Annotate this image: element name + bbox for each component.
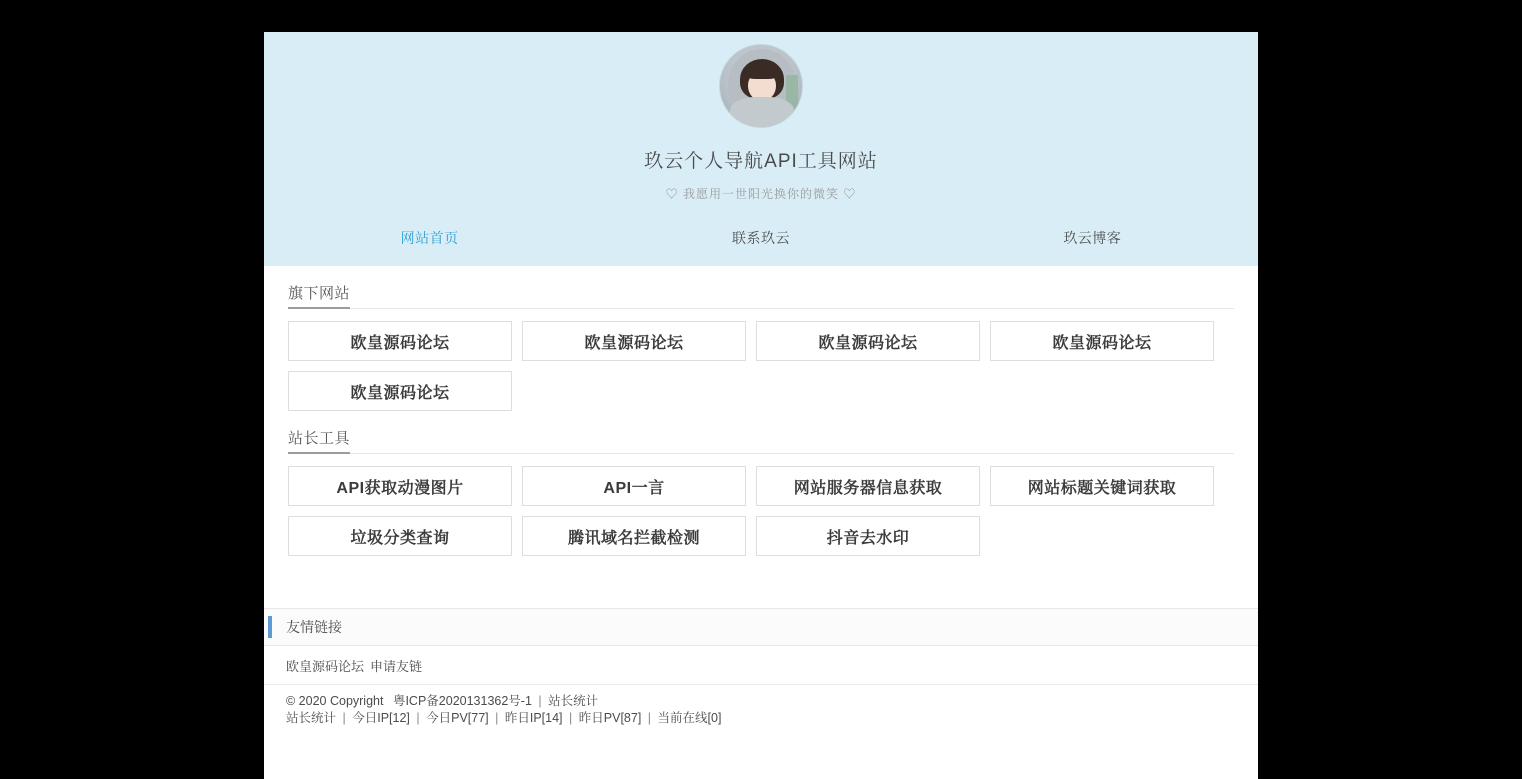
card-owned-site-1[interactable]: 欧皇源码论坛	[288, 321, 512, 361]
accent-bar	[268, 616, 272, 638]
card-tool-hitokoto-api[interactable]: API一言	[522, 466, 746, 506]
footer-today-pv: 今日PV[77]	[426, 711, 489, 725]
site-header	[264, 32, 1258, 266]
footer-yesterday-pv: 昨日PV[87]	[578, 711, 642, 725]
footer-icp-link[interactable]: 粤ICP备2020131362号-1	[392, 694, 532, 708]
card-tool-title-keywords[interactable]: 网站标题关键词获取	[990, 466, 1214, 506]
footer-online-now: 当前在线[0]	[657, 711, 722, 725]
section-title-webmaster-tools: 站长工具	[288, 427, 350, 454]
friend-link-apply[interactable]: 申请友链	[370, 658, 423, 674]
footer-today-ip: 今日IP[12]	[352, 711, 410, 725]
section-owned-sites	[288, 266, 1234, 411]
nav-item-contact[interactable]: 联系玖云	[731, 230, 790, 246]
owned-sites-grid	[288, 321, 1234, 411]
card-tool-anime-image-api[interactable]: API获取动漫图片	[288, 466, 512, 506]
site-page	[264, 32, 1258, 779]
friend-links-body	[264, 646, 1258, 685]
footer-line-2	[286, 710, 1236, 727]
card-tool-server-info[interactable]: 网站服务器信息获取	[756, 466, 980, 506]
content-spacer	[288, 556, 1234, 608]
footer-stats-link[interactable]: 站长统计	[548, 694, 599, 708]
card-owned-site-3[interactable]: 欧皇源码论坛	[756, 321, 980, 361]
footer-copyright: © 2020 Copyright	[286, 694, 384, 708]
friend-links-header	[264, 608, 1258, 646]
footer-separator: |	[569, 711, 573, 725]
nav-item-blog[interactable]: 玖云博客	[1063, 230, 1122, 246]
card-owned-site-2[interactable]: 欧皇源码论坛	[522, 321, 746, 361]
avatar-bangs-shape	[746, 67, 778, 79]
section-title-owned-sites: 旗下网站	[288, 282, 350, 309]
webmaster-tools-grid	[288, 466, 1234, 556]
site-footer	[264, 685, 1258, 727]
friend-link-forum[interactable]: 欧皇源码论坛	[286, 658, 365, 674]
card-tool-tencent-domain-block-check[interactable]: 腾讯域名拦截检测	[522, 516, 746, 556]
section-webmaster-tools	[288, 411, 1234, 608]
section-divider	[288, 453, 1234, 454]
footer-separator: |	[416, 711, 420, 725]
profile-avatar-photo	[719, 44, 803, 128]
main-content	[264, 266, 1258, 608]
footer-separator: |	[342, 711, 346, 725]
footer-stats-label[interactable]: 站长统计	[286, 711, 337, 725]
card-owned-site-4[interactable]: 欧皇源码论坛	[990, 321, 1214, 361]
main-navigation	[264, 228, 1258, 266]
footer-separator: |	[495, 711, 499, 725]
site-title: 玖云个人导航API工具网站	[644, 151, 878, 172]
footer-separator: |	[647, 711, 652, 725]
footer-yesterday-ip: 昨日IP[14]	[504, 711, 563, 725]
section-divider	[288, 308, 1234, 309]
avatar-scarf-shape	[730, 97, 794, 128]
footer-separator: |	[538, 694, 542, 708]
nav-item-home[interactable]: 网站首页	[400, 230, 459, 246]
card-tool-garbage-classify[interactable]: 垃圾分类查询	[288, 516, 512, 556]
card-owned-site-5[interactable]: 欧皇源码论坛	[288, 371, 512, 411]
friend-links-title: 友情链接	[286, 619, 342, 635]
card-tool-douyin-watermark-remove[interactable]: 抖音去水印	[756, 516, 980, 556]
footer-line-1	[286, 693, 1236, 710]
site-subtitle: ♡ 我愿用一世阳光换你的微笑 ♡	[665, 187, 857, 201]
